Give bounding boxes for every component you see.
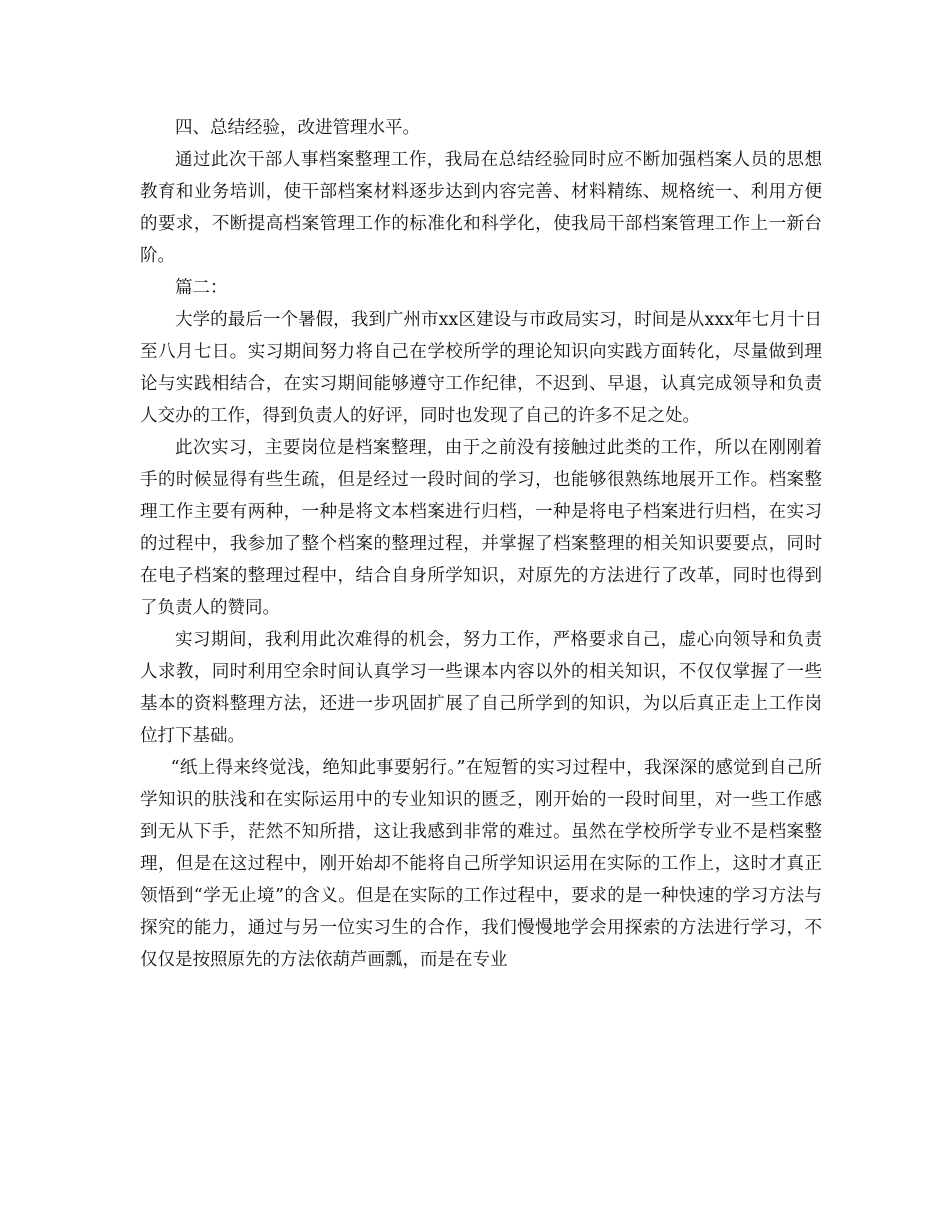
document-body bbox=[140, 112, 822, 976]
paragraph-archive-improvement: 通过此次干部人事档案整理工作，我局在总结经验同时应不断加强档案人员的思想教育和业务培训，使干部档案材料逐步达到内容完善、材料精练、规格统一、利用方便的要求，不断提高档案管理工作的标准化和科学化，使我局干部档案管理工作上一新台阶。 bbox=[140, 150, 822, 266]
paragraph-internship-intro: 大学的最后一个暑假，我到广州市xx区建设与市政局实习，时间是从xxx年七月十日至八月七日。实习期间努力将自己在学校所学的理论知识向实践方面转化，尽量做到理论与实践相结合，在实习期间能够遵守工作纪律，不迟到、早退，认真完成领导和负责人交办的工作，得到负责人的好评，同时也发现了自己的许多不足之处。 bbox=[140, 310, 822, 426]
paragraph-learning: 实习期间，我利用此次难得的机会，努力工作，严格要求自己，虚心向领导和负责人求教，同时利用空余时间认真学习一些课本内容以外的相关知识，不仅仅掌握了一些基本的资料整理方法，还进一步巩固扩展了自己所学到的知识，为以后真正走上工作岗位打下基础。 bbox=[140, 630, 822, 746]
section-heading-part-two: 篇二： bbox=[175, 278, 228, 298]
section-heading-summary: 四、总结经验，改进管理水平。 bbox=[175, 118, 420, 138]
paragraph-reflection: “纸上得来终觉浅，绝知此事要躬行。”在短暂的实习过程中，我深深的感觉到自己所学知识的肤浅和在实际运用中的专业知识的匮乏，刚开始的一段时间里，对一些工作感到无从下手，茫然不知所措，这让我感到非常的难过。虽然在学校所学专业不是档案整理，但是在这过程中，刚开始却不能将自己所学知识运用在实际的工作上，这时才真正领悟到“学无止境”的含义。但是在实际的工作过程中，要求的是一种快速的学习方法与探究的能力，通过与另一位实习生的合作，我们慢慢地学会用探索的方法进行学习，不仅仅是按照原先的方法依葫芦画瓢，而是在专业 bbox=[140, 758, 822, 970]
paragraph-archive-work: 此次实习，主要岗位是档案整理，由于之前没有接触过此类的工作，所以在刚刚着手的时候显得有些生疏，但是经过一段时间的学习，也能够很熟练地展开工作。档案整理工作主要有两种，一种是将文本档案进行归档，一种是将电子档案进行归档，在实习的过程中，我参加了整个档案的整理过程，并掌握了档案整理的相关知识要要点，同时在电子档案的整理过程中，结合自身所学知识，对原先的方法进行了改革，同时也得到了负责人的赞同。 bbox=[140, 438, 822, 618]
